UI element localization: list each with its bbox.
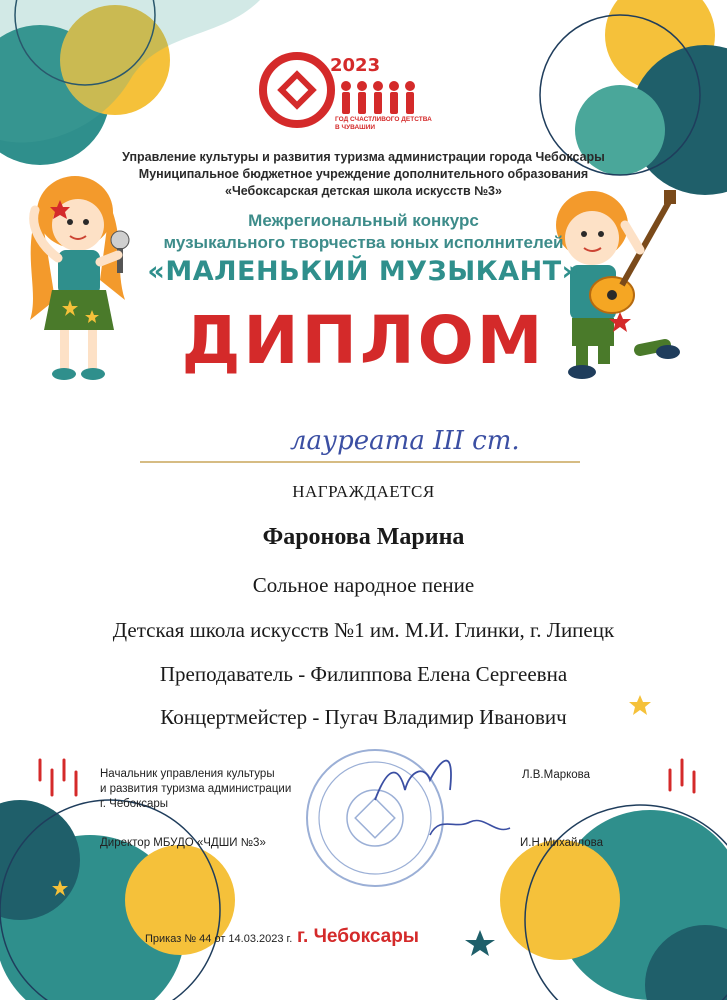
red-dashes-bottom-right: [670, 760, 694, 792]
awarded-label: НАГРАЖДАЕТСЯ: [292, 482, 435, 501]
yellow-circle-bottom-right: [500, 840, 620, 960]
school: Детская школа искусств №1 им. М.И. Глинки, г. Липецк: [112, 618, 615, 642]
recipient-name: Фаронова Марина: [262, 524, 465, 550]
contest-name: «МАЛЕНЬКИЙ МУЗЫКАНТ»: [147, 256, 580, 287]
head-name: Л.В.Маркова: [522, 769, 591, 781]
head-title-line1: Начальник управления культуры: [100, 768, 275, 780]
nomination: Сольное народное пение: [252, 573, 475, 597]
degree-handwritten: лауреата III ст.: [290, 426, 520, 456]
star-bottom: [465, 930, 495, 956]
contest-line-1: Межрегиональный конкурс: [248, 211, 479, 230]
logo-caption: [335, 116, 445, 132]
order-reference: Приказ № 44 от 14.03.2023 г.: [145, 933, 293, 945]
organizer-line-3: «Чебоксарская детская школа искусств №3»: [225, 184, 502, 198]
organizers-block: [0, 149, 727, 200]
contest-line-2: музыкального творчества юных исполнителей: [163, 233, 564, 252]
wave-top-left: [0, 0, 260, 143]
organizer-line-1: Управление культуры и развития туризма администрации города Чебоксары: [122, 150, 605, 164]
logo-caption-line2: В ЧУВАШИИ: [335, 124, 376, 131]
official-seal: [307, 750, 443, 886]
director-title: Директор МБУДО «ЧДШИ №3»: [100, 837, 266, 849]
accompanist: Концертмейстер - Пугач Владимир Иванович: [160, 705, 567, 729]
head-title: [100, 767, 291, 812]
contest-block: [0, 210, 727, 254]
logo-year: 2023: [330, 55, 381, 76]
teacher: Преподаватель - Филиппова Елена Сергеевна: [159, 662, 568, 686]
red-dashes-bottom-left: [40, 760, 76, 795]
head-title-line2: и развития туризма администрации: [100, 783, 292, 795]
head-title-line3: г. Чебоксары: [100, 798, 169, 810]
director-name: И.Н.Михайлова: [520, 837, 604, 849]
organizer-line-2: Муниципальное бюджетное учреждение дополнительного образования: [138, 167, 589, 181]
logo-caption-line1: ГОД СЧАСТЛИВОГО ДЕТСТВА: [335, 116, 432, 123]
city: г. Чебоксары: [297, 926, 420, 947]
document-title: ДИПЛОМ: [181, 302, 546, 379]
